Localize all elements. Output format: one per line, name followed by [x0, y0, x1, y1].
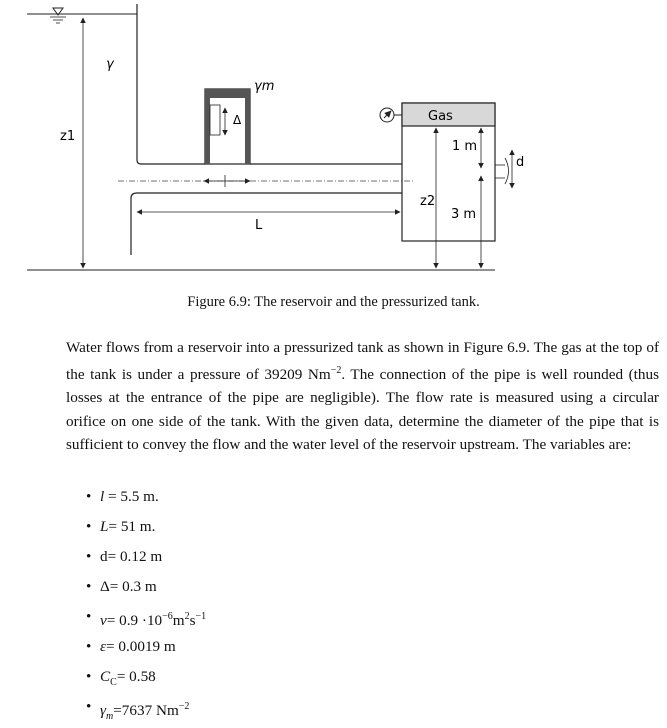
variable-item: • Δ= 0.3 m: [86, 578, 157, 595]
three-m-label: 3 m: [451, 207, 477, 222]
variable-exponent: 2: [184, 611, 190, 622]
variable-exponent: −1: [195, 611, 207, 622]
variable-value: = 0.9 ·10: [106, 612, 163, 630]
variable-unit: s: [189, 612, 196, 630]
variable-item: • $\nu= 0.9 \cdot 10^{-6}m^2s^{-1}$: [86, 608, 207, 630]
variable-symbol: ε: [100, 638, 106, 655]
variables-list: [74, 486, 206, 726]
water-surface: [27, 8, 137, 23]
variable-symbol: d: [100, 548, 108, 565]
pressure-gauge: [380, 108, 402, 122]
variable-symbol: ν: [100, 612, 107, 630]
L-label: L: [255, 218, 263, 233]
variable-value: = 5.5 m.: [104, 488, 159, 505]
variable-value: = 0.58: [116, 668, 156, 685]
para-exponent: −2: [330, 365, 342, 377]
variable-symbol: L: [100, 518, 109, 535]
variable-symbol: γ: [100, 702, 106, 720]
variable-value: = 0.3 m: [109, 578, 157, 595]
variable-value: = 0.12 m: [107, 548, 163, 565]
z2-label: z2: [420, 194, 436, 209]
orifice: [495, 150, 512, 188]
variable-item: • ε= 0.0019 m: [86, 638, 176, 655]
gas-label: Gas: [428, 109, 453, 124]
variable-symbol: l: [100, 488, 105, 505]
variable-exponent: −6: [162, 611, 173, 622]
gamma-label: γ: [106, 57, 114, 72]
variable-unit: m: [172, 612, 185, 630]
reservoir-tank-figure: [0, 0, 667, 285]
variable-subscript: C: [110, 677, 117, 689]
gamma-m-label: γm: [254, 79, 275, 94]
variable-exponent: −2: [178, 701, 190, 712]
para-part-2: . The connection of the pipe is well rounded (thus losses at the entrance of the pipe are negligible). The flow rate is measured using a circular orifice on one side of the tank. With the given data, determine the diameter of the pipe that is sufficient to convey the flow and the water level of the reservoir upstream. The variables are:: [66, 366, 659, 453]
variable-value: =7637 Nm: [113, 702, 179, 720]
para-part-1: Water flows from a reservoir into a pressurized tank as shown in Figure 6.9. The gas at the top of the tank is under a pressure of 39209 Nm: [66, 339, 659, 384]
variable-value: = 0.0019 m: [106, 638, 176, 655]
pipe-lower-wall: [131, 193, 402, 255]
variable-item: • L= 51 m.: [86, 518, 156, 535]
variable-item: • $\gamma_m=7637$ $Nm^{-2}$: [86, 698, 190, 723]
variable-symbol: C: [100, 668, 111, 685]
variable-item: • l = 5.5 m.: [86, 488, 159, 505]
variable-subscript: m: [106, 711, 114, 723]
variable-item: • d= 0.12 m: [86, 548, 163, 565]
delta-label: Δ: [233, 113, 242, 127]
pipe-upper-wall: [137, 4, 205, 164]
d-label: d: [516, 155, 525, 170]
problem-paragraph: [66, 336, 659, 456]
z1-label: z1: [60, 129, 76, 144]
variable-symbol: Δ: [100, 578, 110, 595]
manometer: [205, 89, 250, 164]
one-m-label: 1 m: [452, 139, 478, 154]
variable-item: • $C_C= 0.58$: [86, 668, 156, 689]
variable-value: = 51 m.: [108, 518, 156, 535]
figure-caption: Figure 6.9: The reservoir and the pressurized tank.: [187, 294, 480, 310]
